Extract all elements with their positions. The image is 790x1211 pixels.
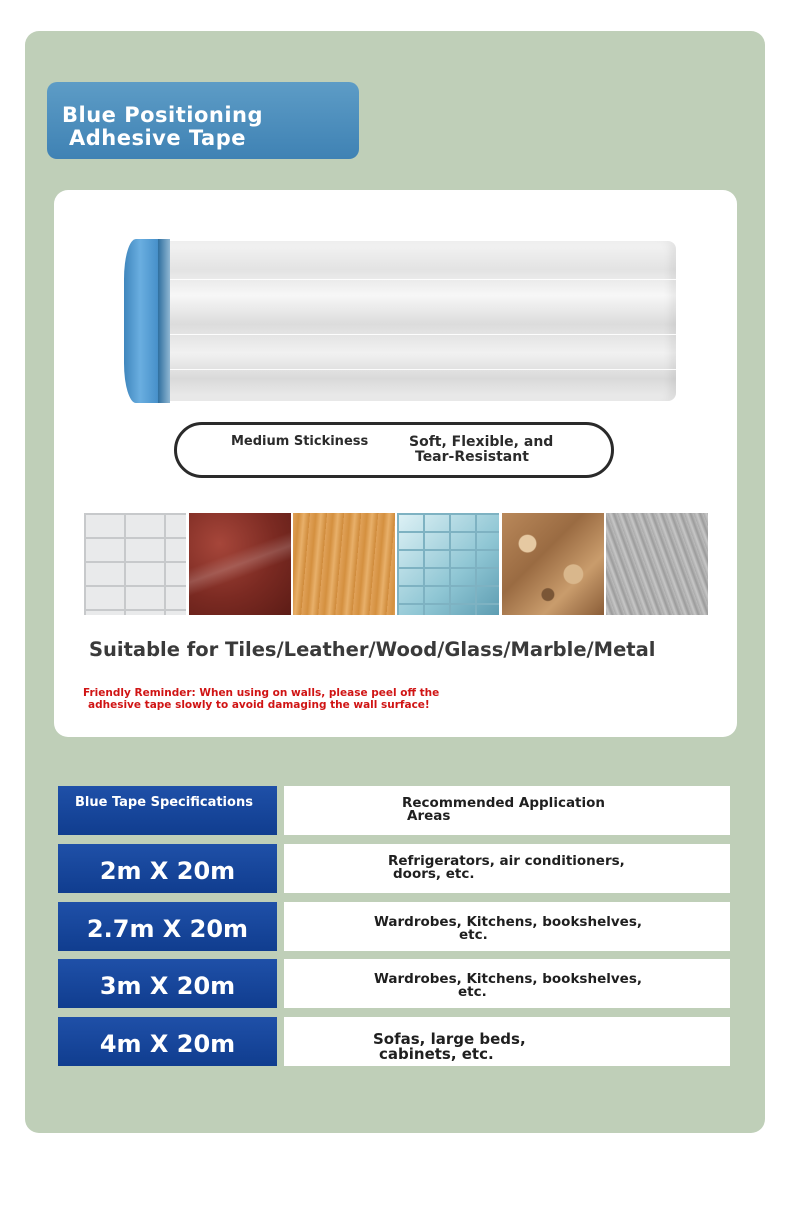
reminder-line-2: adhesive tape slowly to avoid damaging the wall surface!: [88, 699, 430, 711]
application-line-1: Wardrobes, Kitchens, bookshelves,: [374, 971, 642, 987]
application-line-1: Wardrobes, Kitchens, bookshelves,: [374, 914, 642, 930]
glass-swatch: [397, 513, 499, 615]
feature-stickiness: Medium Stickiness: [231, 434, 369, 449]
application-cell: [284, 1017, 730, 1066]
blue-tape-edge: [158, 239, 170, 403]
roll-highlight: [158, 279, 676, 280]
title-line-2: Adhesive Tape: [69, 126, 246, 150]
tiles-swatch: [84, 513, 186, 615]
application-header-line-2: Areas: [407, 808, 451, 824]
marble-swatch: [502, 513, 604, 615]
tape-roll-image: [118, 239, 676, 403]
application-cell: [284, 959, 730, 1008]
spec-value-cell: 2.7m X 20m: [58, 902, 277, 951]
application-line-2: etc.: [459, 927, 488, 943]
reminder-line-1: Friendly Reminder: When using on walls, please peel off the: [83, 687, 440, 699]
application-cell: [284, 902, 730, 951]
roll-film: [158, 241, 676, 401]
roll-highlight: [158, 369, 676, 370]
metal-swatch: [606, 513, 708, 615]
application-line-2: cabinets, etc.: [379, 1045, 494, 1063]
roll-highlight: [158, 334, 676, 335]
application-header-line-1: Recommended Application: [402, 795, 606, 811]
spec-value-cell: 4m X 20m: [58, 1017, 277, 1066]
feature-flexible-line-1: Soft, Flexible, and: [409, 434, 554, 450]
suitable-materials-text: Suitable for Tiles/Leather/Wood/Glass/Marble/Metal: [89, 638, 656, 661]
leather-swatch: [189, 513, 291, 615]
spec-value-cell: 3m X 20m: [58, 959, 277, 1008]
wood-swatch: [293, 513, 395, 615]
application-header-cell: [284, 786, 730, 835]
application-line-1: Sofas, large beds,: [373, 1030, 526, 1048]
application-cell: [284, 844, 730, 893]
feature-flexible: [409, 435, 553, 465]
application-line-2: doors, etc.: [393, 866, 475, 882]
feature-flexible-line-2: Tear-Resistant: [415, 449, 529, 465]
spec-value-cell: 2m X 20m: [58, 844, 277, 893]
title-badge: [47, 82, 359, 159]
title-line-1: Blue Positioning: [62, 103, 264, 127]
spec-header-cell: Blue Tape Specifications: [58, 786, 277, 835]
application-line-2: etc.: [458, 984, 487, 1000]
friendly-reminder: [83, 687, 439, 711]
application-line-1: Refrigerators, air conditioners,: [388, 853, 625, 869]
